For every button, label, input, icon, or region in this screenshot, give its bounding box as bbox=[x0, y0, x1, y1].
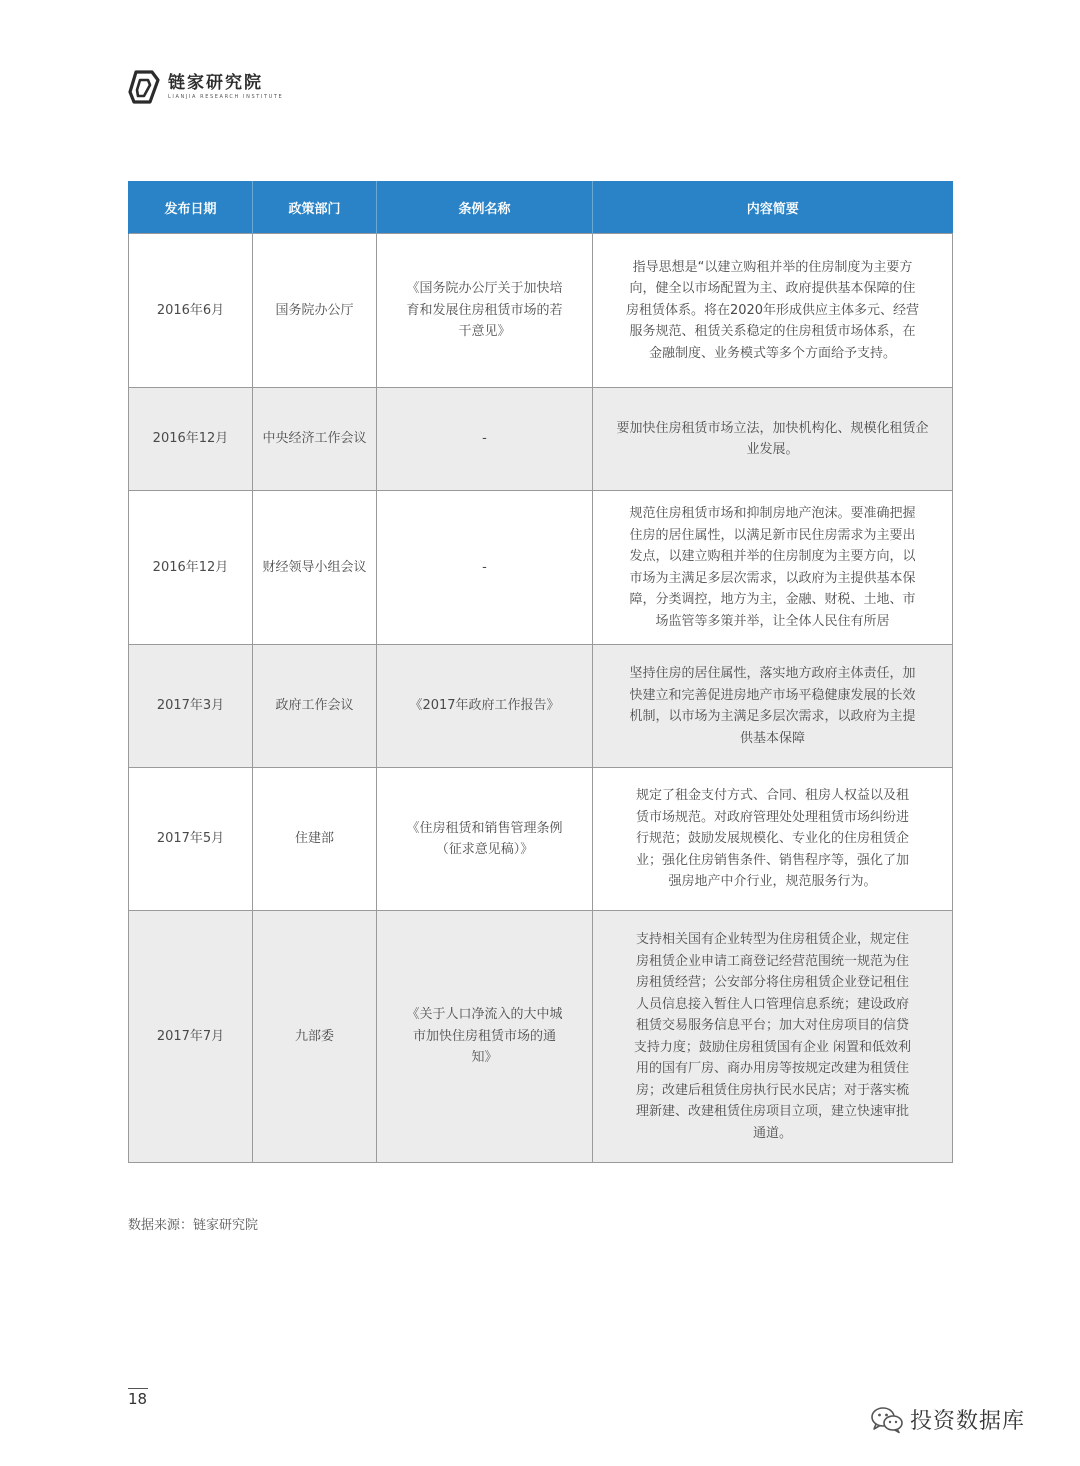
regulation-line: 《住房租赁和销售管理条例 bbox=[406, 820, 563, 836]
summary-line: 向，健全以市场配置为主、政府提供基本保障的住 bbox=[629, 281, 916, 297]
regulation-cell bbox=[377, 388, 593, 491]
summary-cell bbox=[593, 234, 953, 388]
summary-line: 快建立和完善促进房地产市场平稳健康发展的长效 bbox=[629, 687, 916, 703]
summary-line: 指导思想是“以建立购租并举的住房制度为主要方 bbox=[632, 259, 913, 275]
summary-line: 市场为主满足多层次需求，以政府为主提供基本保 bbox=[629, 570, 916, 586]
department-cell: 政府工作会议 bbox=[253, 645, 377, 768]
lianjia-logo-icon bbox=[128, 68, 160, 106]
summary-cell bbox=[593, 911, 953, 1163]
table-row bbox=[129, 911, 953, 1163]
date-cell: 2017年3月 bbox=[129, 645, 253, 768]
summary-line: 人员信息接入暂住人口管理信息系统；建设政府 bbox=[635, 996, 909, 1012]
regulation-cell bbox=[377, 234, 593, 388]
summary-cell bbox=[593, 645, 953, 768]
policy-table bbox=[128, 181, 953, 1163]
summary-line: 金融制度、业务模式等多个方面给予支持。 bbox=[648, 345, 896, 361]
summary-line: 房租赁体系。将在2020年形成供应主体多元、经营 bbox=[625, 302, 920, 318]
table-row bbox=[129, 645, 953, 768]
summary-cell bbox=[593, 768, 953, 911]
summary-line: 房租赁企业申请工商登记经营范围统一规范为住 bbox=[635, 953, 909, 969]
summary-line: 规范住房租赁市场和抑制房地产泡沫。要准确把握 bbox=[629, 506, 916, 521]
department-cell: 国务院办公厅 bbox=[253, 234, 377, 388]
summary-line: 坚持住房的居住属性，落实地方政府主体责任，加 bbox=[629, 666, 916, 681]
brand-name-en: LIANJIA RESEARCH INSTITUTE bbox=[168, 94, 284, 100]
summary-cell bbox=[593, 491, 953, 645]
wechat-icon bbox=[870, 1406, 904, 1434]
column-header-regulation: 条例名称 bbox=[377, 181, 593, 234]
summary-line: 服务规范、租赁关系稳定的住房租赁市场体系，在 bbox=[629, 324, 916, 340]
wechat-account-name: 投资数据库 bbox=[910, 1409, 1026, 1434]
regulation-cell bbox=[377, 911, 593, 1163]
date-cell: 2017年5月 bbox=[129, 768, 253, 911]
date-cell: 2017年7月 bbox=[129, 911, 253, 1163]
summary-line: 赁市场规范。对政府管理处处理租赁市场纠纷进 bbox=[635, 809, 909, 825]
summary-line: 房租赁经营；公安部分将住房租赁企业登记租住 bbox=[635, 975, 909, 990]
table-row bbox=[129, 234, 953, 388]
date-cell: 2016年12月 bbox=[129, 388, 253, 491]
table-row bbox=[129, 768, 953, 911]
regulation-line: 《2017年政府工作报告》 bbox=[409, 698, 560, 714]
department-cell: 住建部 bbox=[253, 768, 377, 911]
regulation-line: - bbox=[482, 431, 487, 447]
table-header-row bbox=[129, 181, 953, 234]
summary-line: 理新建、改建租赁住房项目立项，建立快速审批 bbox=[635, 1104, 909, 1119]
regulation-line: （征求意见稿）》 bbox=[435, 842, 534, 857]
regulation-line: - bbox=[482, 559, 487, 575]
summary-cell bbox=[593, 388, 953, 491]
column-header-summary: 内容简要 bbox=[593, 181, 953, 234]
summary-line: 房；改建后租赁住房执行民水民店；对于落实梳 bbox=[635, 1082, 909, 1098]
regulation-line: 干意见》 bbox=[458, 324, 511, 340]
column-header-department: 政策部门 bbox=[253, 181, 377, 234]
summary-line: 场监管等多策并举，让全体人民住有所居 bbox=[655, 613, 890, 629]
summary-line: 通道。 bbox=[752, 1125, 792, 1141]
table-row bbox=[129, 491, 953, 645]
summary-line: 障，分类调控，地方为主，金融、财税、土地、市 bbox=[629, 592, 916, 607]
summary-line: 支持相关国有企业转型为住房租赁企业，规定住 bbox=[635, 932, 909, 947]
summary-line: 供基本保障 bbox=[739, 730, 805, 746]
date-cell: 2016年12月 bbox=[129, 491, 253, 645]
summary-line: 支持力度；鼓励住房租赁国有企业 闲置和低效利 bbox=[633, 1039, 912, 1055]
page-number-rule bbox=[128, 1388, 148, 1389]
summary-line: 业；强化住房销售条件、销售程序等，强化了加 bbox=[635, 852, 909, 868]
summary-line: 租赁交易服务信息平台；加大对住房项目的信贷 bbox=[635, 1018, 909, 1033]
summary-line: 机制，以市场为主满足多层次需求，以政府为主提 bbox=[629, 709, 916, 724]
summary-line: 行规范；鼓励发展规模化、专业化的住房租赁企 bbox=[635, 831, 909, 847]
regulation-line: 《关于人口净流入的大中城 bbox=[406, 1007, 563, 1023]
wechat-watermark bbox=[870, 1404, 1025, 1435]
column-header-date: 发布日期 bbox=[129, 181, 253, 234]
department-cell: 九部委 bbox=[253, 911, 377, 1163]
table-row bbox=[129, 388, 953, 491]
summary-line: 强房地产中介行业，规范服务行为。 bbox=[668, 874, 877, 890]
summary-line: 要加快住房租赁市场立法，加快机构化、规模化租赁企 bbox=[616, 420, 929, 436]
regulation-line: 市加快住房租赁市场的通 bbox=[412, 1028, 556, 1044]
date-cell: 2016年6月 bbox=[129, 234, 253, 388]
regulation-line: 知》 bbox=[471, 1050, 498, 1066]
regulation-line: 育和发展住房租赁市场的若 bbox=[406, 302, 563, 318]
regulation-cell bbox=[377, 768, 593, 911]
data-source-note: 数据来源：链家研究院 bbox=[128, 1218, 259, 1233]
brand-name: 链家研究院 bbox=[168, 73, 263, 93]
page-number: 18 bbox=[128, 1390, 148, 1408]
department-cell: 中央经济工作会议 bbox=[253, 388, 377, 491]
summary-line: 规定了租金支付方式、合同、租房人权益以及租 bbox=[635, 788, 909, 804]
regulation-line: 《国务院办公厅关于加快培 bbox=[406, 281, 563, 297]
brand-logo bbox=[128, 68, 283, 106]
regulation-cell bbox=[377, 645, 593, 768]
regulation-cell bbox=[377, 491, 593, 645]
summary-line: 发点，以建立购租并举的住房制度为主要方向，以 bbox=[629, 549, 916, 564]
department-cell: 财经领导小组会议 bbox=[253, 491, 377, 645]
summary-line: 住房的居住属性，以满足新市民住房需求为主要出 bbox=[629, 527, 916, 543]
summary-line: 用的国有厂房、商办用房等按规定改建为租赁住 bbox=[635, 1061, 909, 1076]
summary-line: 业发展。 bbox=[746, 442, 799, 457]
